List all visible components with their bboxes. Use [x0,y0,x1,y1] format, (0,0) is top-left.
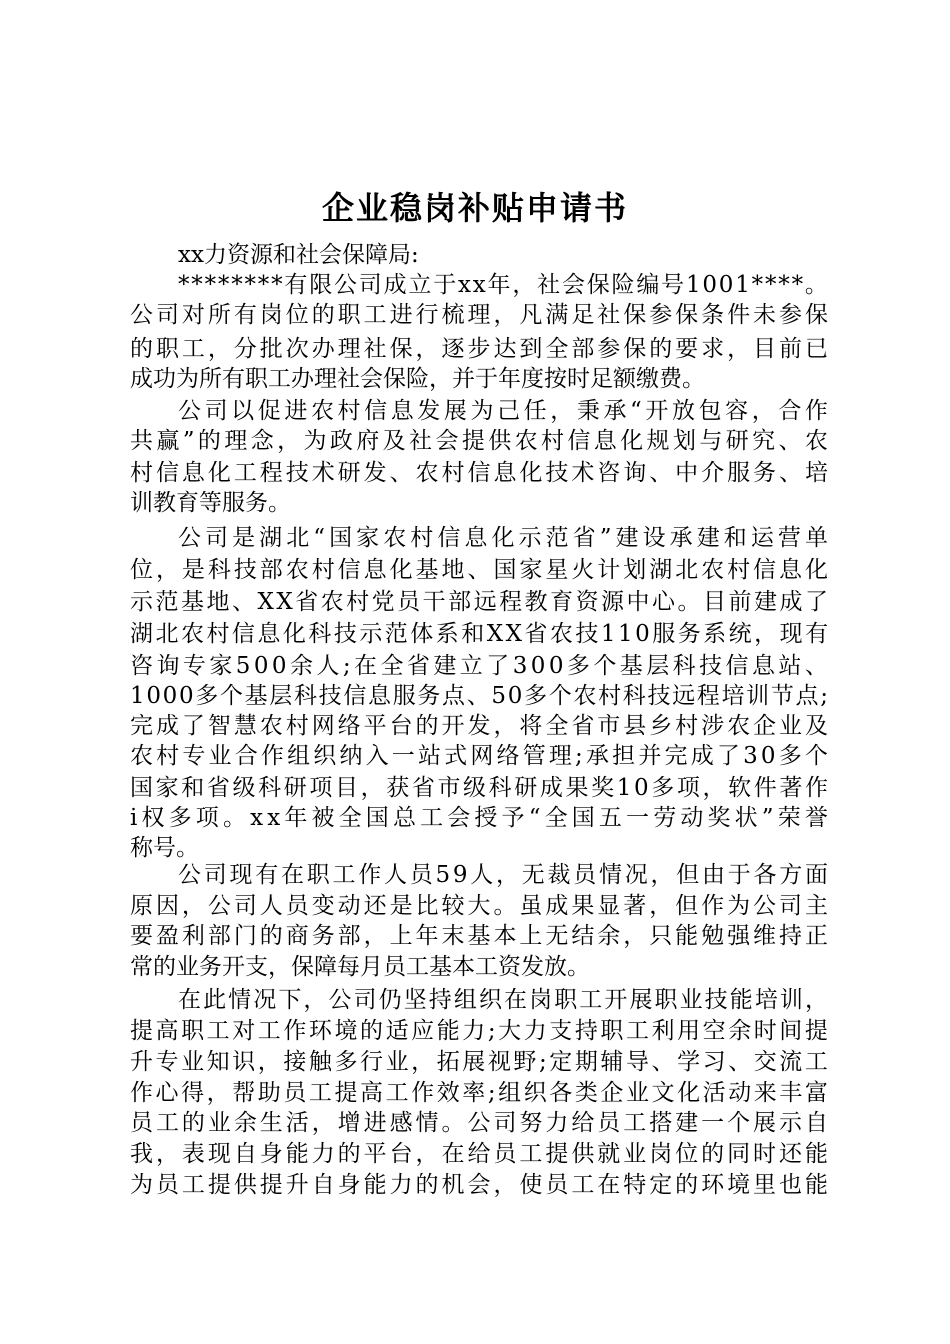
body-line: 公司以促进农村信息发展为己任，秉承“开放包容，合作 [178,398,832,424]
body-line: 常的业务开支，保障每月员工基本工资发放。 [130,954,590,980]
body-line: 完成了智慧农村网络平台的开发，将全省市县乡村涉农企业及 [130,713,831,739]
body-line: 要盈利部门的商务部，上年末基本上无结余，只能勉强维持正 [130,923,831,949]
document-title: 企业稳岗补贴申请书 [321,189,628,227]
body-line: 员工的业余生活，增进感情。公司努力给员工搭建一个展示自 [130,1110,831,1136]
body-line: 训教育等服务。 [130,490,291,516]
body-line: 示范基地、XX省农村党员干部远程教育资源中心。目前建成了 [130,589,831,615]
body-line: 共赢”的理念，为政府及社会提供农村信息化规划与研究、农 [130,428,832,454]
body-line: 公司是湖北“国家农村信息化示范省”建设承建和运营单 [178,525,833,551]
body-line: 在此情况下，公司仍坚持组织在岗职工开展职业技能培训， [178,987,831,1013]
body-line: 国家和省级科研项目，获省市级科研成果奖10多项，软件著作 [130,775,831,801]
body-line: 位，是科技部农村信息化基地、国家星火计划湖北农村信息化 [130,557,831,583]
body-line: 提高职工对工作环境的适应能力;大力支持职工利用空余时间提 [130,1018,831,1044]
body-line: 公司对所有岗位的职工进行梳理，凡满足社保参保条件未参保 [130,302,831,328]
body-line: xx力资源和社会保障局: [178,242,419,268]
body-line: 作心得，帮助员工提高工作效率;组织各类企业文化活动来丰富 [130,1080,831,1106]
body-line: 的职工，分批次办理社保，逐步达到全部参保的要求，目前已 [130,336,831,362]
body-line: 原因，公司人员变动还是比较大。虽成果显著，但作为公司主 [130,893,831,919]
body-line: 湖北农村信息化科技示范体系和XX省农技110服务系统，现有 [130,621,831,647]
body-line: 称号。 [130,835,199,861]
body-line: 农村专业合作组织纳入一站式网络管理;承担并完成了30多个 [130,743,832,769]
body-line: 为员工提供提升自身能力的机会，使员工在特定的环境里也能 [130,1172,831,1198]
body-line: 公司现有在职工作人员59人，无裁员情况，但由于各方面 [178,862,831,888]
body-line: 村信息化工程技术研发、农村信息化技术咨询、中介服务、培 [130,460,831,486]
body-line: 我，表现自身能力的平台，在给员工提供就业岗位的同时还能 [130,1141,831,1167]
body-line: i权多项。xx年被全国总工会授予“全国五一劳动奖状”荣誉 [130,805,833,831]
body-line: 成功为所有职工办理社会保险，并于年度按时足额缴费。 [130,366,705,392]
body-line: 1000多个基层科技信息服务点、50多个农村科技远程培训节点; [130,683,830,709]
body-line: 升专业知识，接触多行业，拓展视野;定期辅导、学习、交流工 [130,1049,831,1075]
body-line: 咨询专家500余人;在全省建立了300多个基层科技信息站、 [130,653,832,679]
body-line: ********有限公司成立于xx年，社会保险编号1001****。 [178,272,830,298]
